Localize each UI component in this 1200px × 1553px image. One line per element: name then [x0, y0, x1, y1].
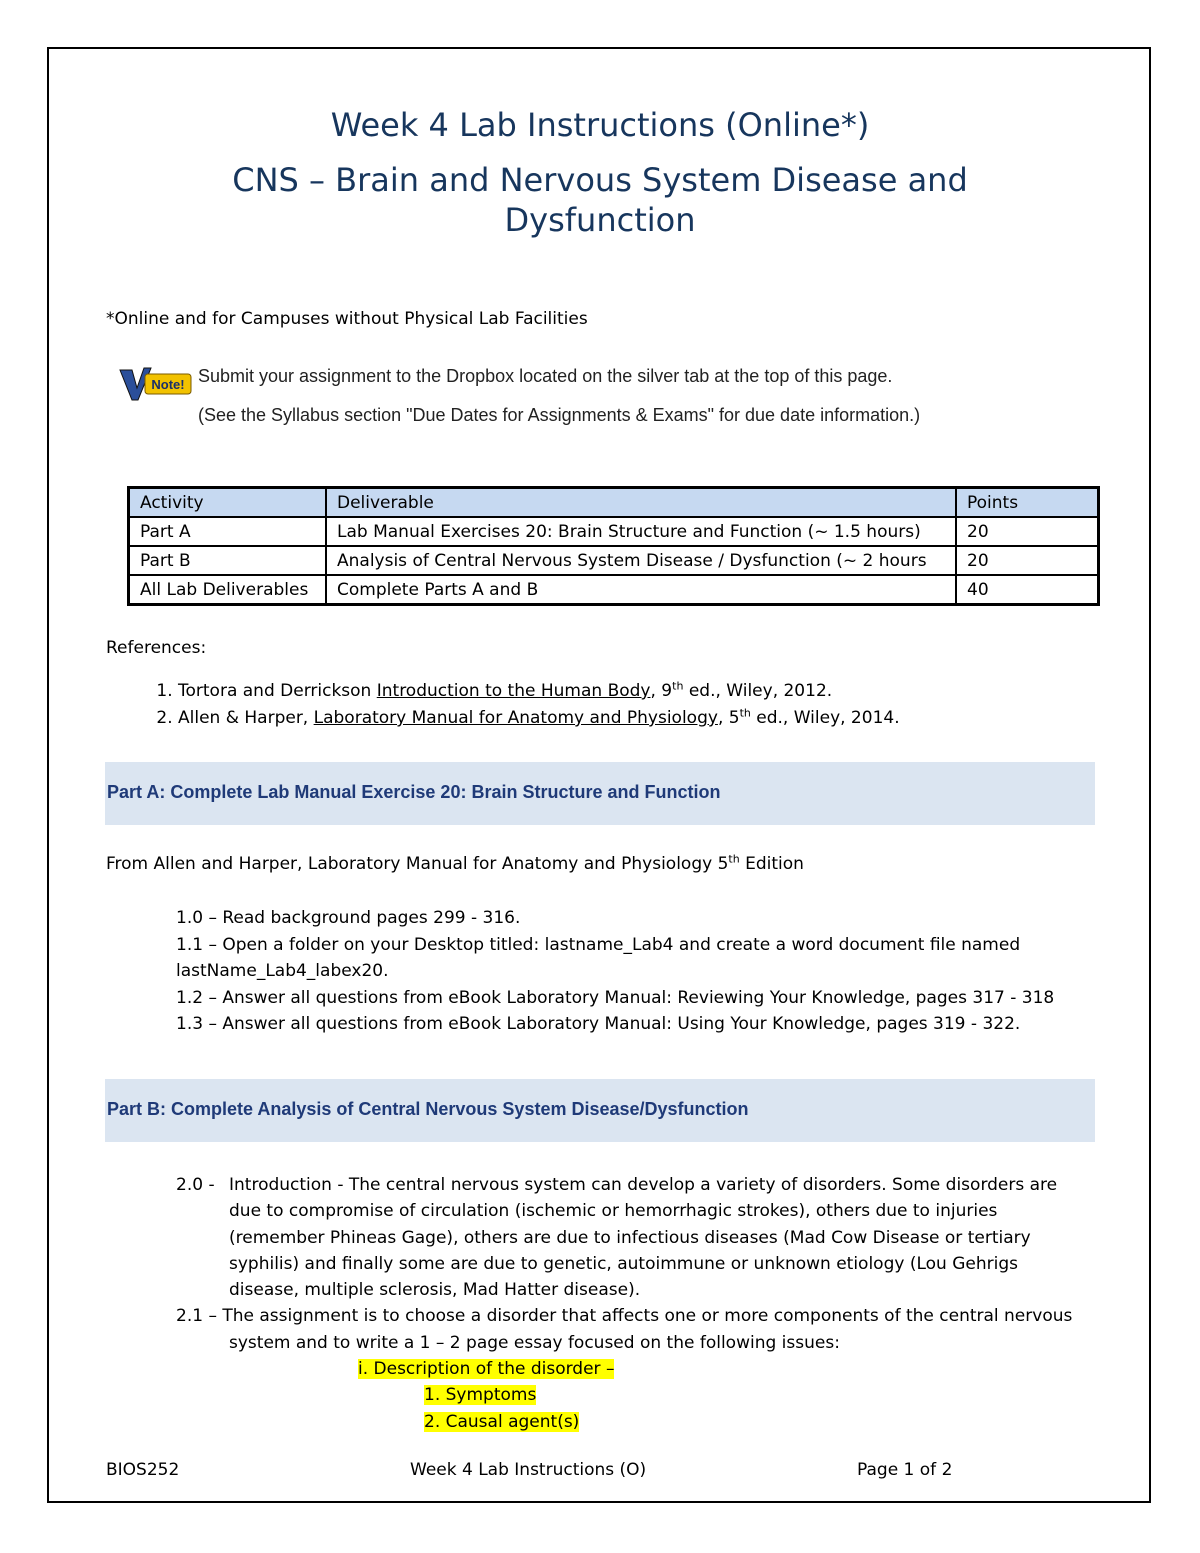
book-title: Laboratory Manual for Anatomy and Physiology — [313, 708, 718, 728]
item-causal-agents: 2. Causal agent(s) — [424, 1411, 580, 1432]
table-row — [129, 546, 1099, 575]
table-cell: Analysis of Central Nervous System Disease / Dysfunction (~ 2 hours — [326, 546, 956, 575]
table-header-row — [129, 488, 1099, 518]
table-cell: Complete Parts A and B — [326, 575, 956, 605]
note-line-1: Submit your assignment to the Dropbox located on the silver tab at the top of this page. — [198, 366, 893, 386]
header-points: Points — [956, 488, 1099, 518]
page-title: Week 4 Lab Instructions (Online*) — [330, 106, 870, 144]
note-line-2: (See the Syllabus section "Due Dates for Assignments & Exams" for due date information.) — [198, 405, 921, 425]
step-item: 1.3 – Answer all questions from eBook Laboratory Manual: Using Your Knowledge, pages 319 - 322. — [176, 1014, 1021, 1034]
table-cell: 40 — [956, 575, 1099, 605]
item-symptoms: 1. Symptoms — [424, 1385, 537, 1406]
part-b-intro: 2.0 - Introduction - The central nervous system can develop a variety of disorders. Some disorders are due to compromise of circulation (ischemic or hemorrhagic strokes), others due to injuries (remember Phineas Gage), others are due to infectious diseases (Mad Cow Disease or tertiary syphilis) and finally some are due to genetic, autoimmune or unknown etiology (Lou Gehrigs disease, multiple sclerosis, Mad Hatter disease). 2.1 – The assignment is to choose a disorder that affects one or more components of the central nervous system and to write a 1 – 2 page essay focused on the following issues: i. Description of the disorder – 1. Symptoms 2. Causal agent(s) — [176, 1172, 1096, 1435]
book-title: Introduction to the Human Body — [376, 681, 651, 701]
table-row — [129, 575, 1099, 605]
item-description: i. Description of the disorder – — [358, 1359, 615, 1380]
deliverables-table — [127, 486, 1100, 606]
reference-item: 2. Allen & Harper, Laboratory Manual for Anatomy and Physiology, 5th ed., Wiley, 2014. — [178, 705, 900, 732]
part-b-heading: Part B: Complete Analysis of Central Nervous System Disease/Dysfunction — [107, 1099, 749, 1119]
intro-number: 2.0 - — [176, 1175, 215, 1195]
footer-course: BIOS252 — [106, 1460, 180, 1480]
header-activity: Activity — [129, 488, 327, 518]
part-b-heading-band — [105, 1079, 1095, 1142]
step-item: 1.2 – Answer all questions from eBook Laboratory Manual: Reviewing Your Knowledge, pages 317 - 318 — [176, 987, 1055, 1008]
table-cell: Part A — [129, 517, 327, 546]
part-a-heading-band — [105, 762, 1095, 825]
assignment-line: 2.1 – The assignment is to choose a disorder that affects one or more components of the central nervous — [176, 1306, 1073, 1327]
part-a-source: From Allen and Harper, Laboratory Manual for Anatomy and Physiology 5th Edition — [106, 852, 804, 874]
step-item: 1.0 – Read background pages 299 - 316. — [176, 908, 521, 928]
assignment-line: system and to write a 1 – 2 page essay focused on the following issues: — [229, 1332, 840, 1353]
table-cell: 20 — [956, 517, 1099, 546]
table-cell: Lab Manual Exercises 20: Brain Structure and Function (~ 1.5 hours) — [326, 517, 956, 546]
part-a-heading: Part A: Complete Lab Manual Exercise 20: Brain Structure and Function — [107, 782, 721, 802]
part-a-steps — [176, 905, 1096, 1038]
online-note: *Online and for Campuses without Physical Lab Facilities — [106, 309, 588, 329]
note-icon — [118, 364, 194, 402]
table-cell: All Lab Deliverables — [129, 575, 327, 605]
step-item: lastName_Lab4_labex20. — [176, 961, 389, 981]
note-badge-text: Note! — [151, 377, 185, 392]
references-label: References: — [106, 638, 207, 658]
step-item: 1.1 – Open a folder on your Desktop titled: lastname_Lab4 and create a word document file named — [176, 934, 1021, 955]
references-list — [138, 678, 900, 732]
footer-page: Page 1 of 2 — [857, 1460, 953, 1480]
page-subtitle: CNS – Brain and Nervous System Disease and Dysfunction — [232, 161, 968, 239]
header-deliverable: Deliverable — [326, 488, 956, 518]
reference-item: 1. Tortora and Derrickson Introduction to the Human Body, 9th ed., Wiley, 2012. — [178, 678, 900, 705]
table-cell: Part B — [129, 546, 327, 575]
table-row — [129, 517, 1099, 546]
table-cell: 20 — [956, 546, 1099, 575]
footer-title: Week 4 Lab Instructions (O) — [410, 1460, 647, 1480]
